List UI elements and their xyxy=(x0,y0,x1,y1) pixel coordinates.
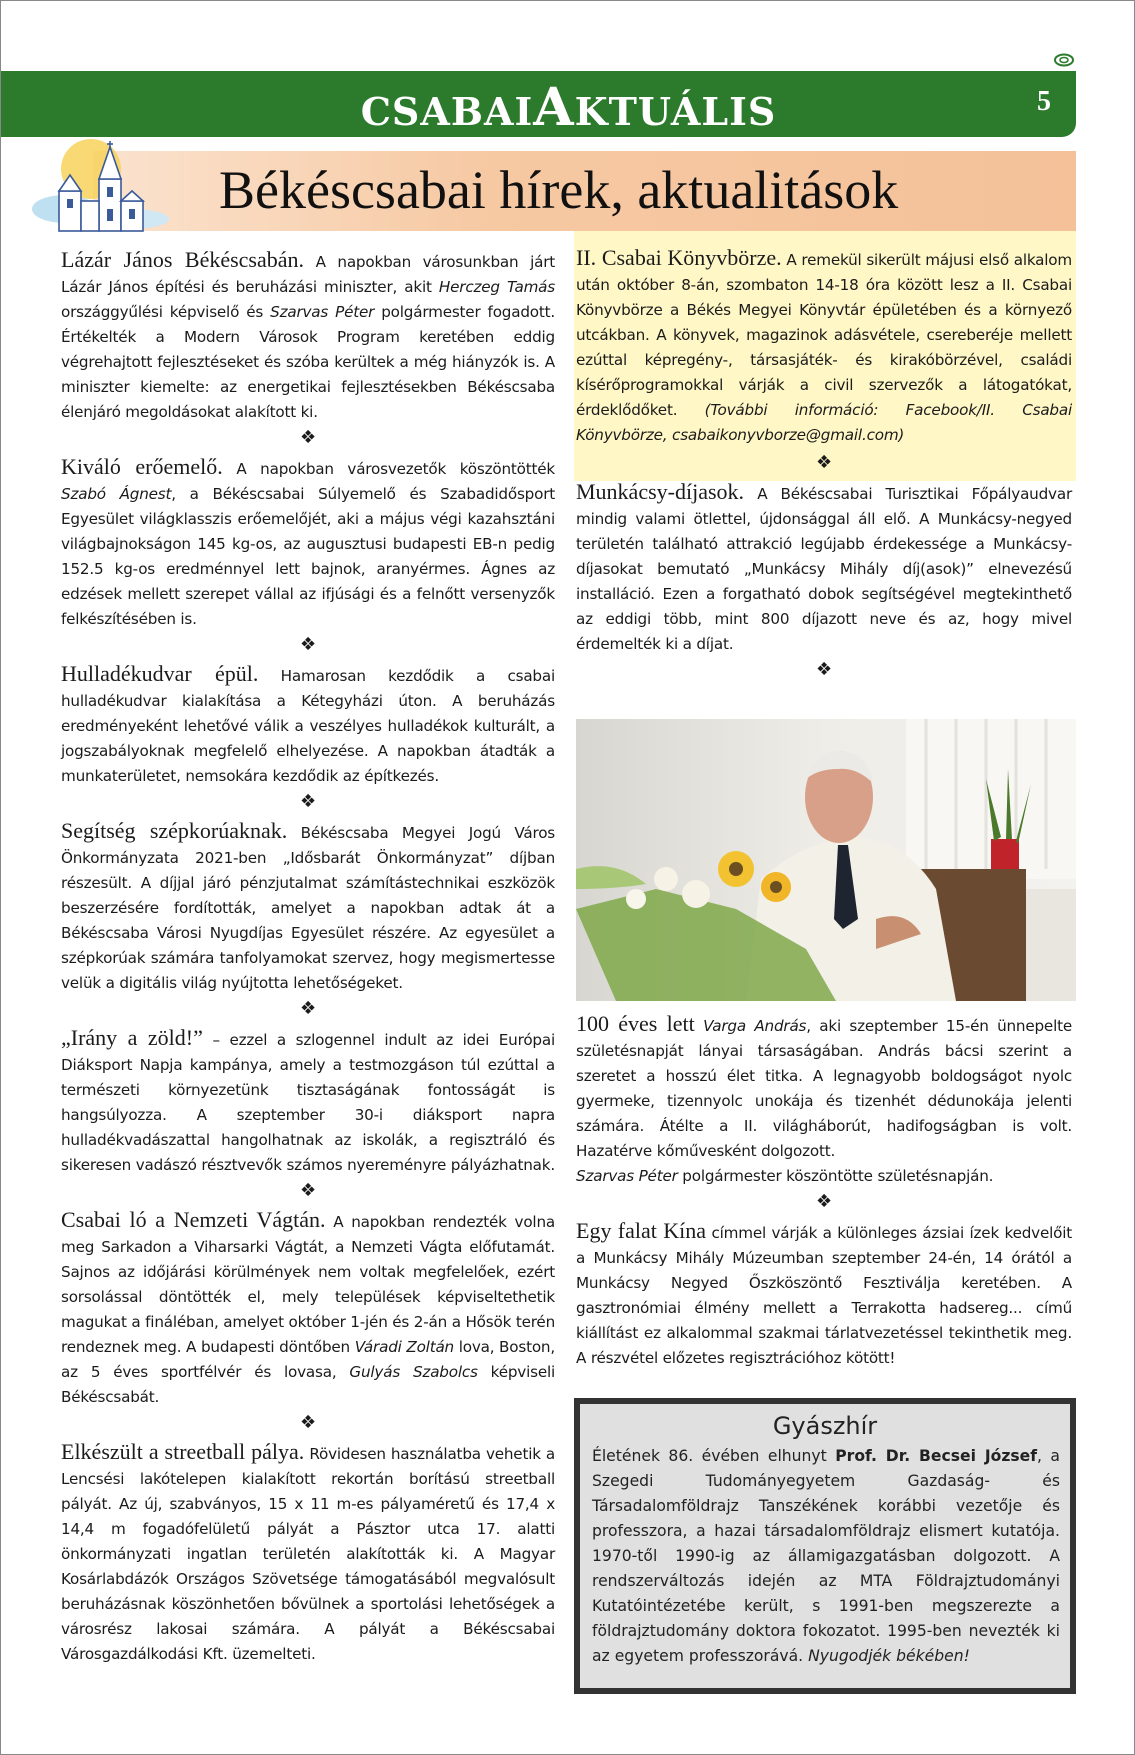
article-eroemelo: Kiváló erőemelő. A napokban városvezetők köszöntötték Szabó Ágnest, a Békéscsabai Súlyemelő és Szabadidősport Egyesület világklasszis erőemelőjét, aki a május végi kazahsztáni világbajnokságon 145 kg-os, az augusztusi budapesti EB-n pedig 152.5 kg-os eredménnyel lett bajnok, aranyérmes. Ágnes az edzések mellett szerepet vállal az ifjúsági és a felnőtt versenyzők felkészítésében is. xyxy=(61,454,556,628)
article-irany-a-zold: „Irány a zöld!” – ezzel a szlogennel indult az idei Európai Diáksport Napja kampánya, amely a testmozgáson túl ezúttal a természeti környezetünk tisztaságának fontosságát is hangsúlyozza. A szeptember 30-i diáksport napra hulladékvadászattal hangolhatnak az iskolák, a regisztráló és sikeresen vadászó résztvevők számos nyereményre pályázhatnak. xyxy=(61,1025,556,1174)
article-heading: Lázár János Békéscsabán. xyxy=(61,247,305,272)
masthead-title: CSABAIAKTUÁLIS xyxy=(360,77,777,138)
article-egy-falat-kina: Egy falat Kína címmel várják a különleges ázsiai ízek kedvelőit a Munkácsy Mihály Múzeumban szeptember 24-én, 14 órától a Munkácsy Negyed Őszköszöntő Fesztiválja keretében. A gasztronómiai élmény mellett a Terrakotta hadsereg... című kiállítást ez alkalommal szakmai tárlatvezetéssel tekinthetik meg. A részvétel előzetes regisztrációhoz kötött! xyxy=(576,1218,1072,1367)
article-heading: Csabai ló a Nemzeti Vágtán. xyxy=(61,1207,326,1232)
article-heading: „Irány a zöld!” xyxy=(61,1025,203,1050)
right-column-bottom xyxy=(576,1011,1072,1371)
separator-ornament-icon: ❖ xyxy=(816,659,832,680)
page-number: 5 xyxy=(1037,86,1051,117)
right-column-top xyxy=(576,245,1072,682)
article-heading: Munkácsy-díjasok. xyxy=(576,479,745,504)
article-heading: 100 éves lett xyxy=(576,1011,695,1036)
article-konyvborze: II. Csabai Könyvbörze. A remekül sikerült májusi első alkalom után október 8-án, szombaton 14-18 óra között lesz a II. Csabai Könyvbörze a Békés Megyei Könyvtár épületében és a környező utcákban. A könyvek, magazinok adásvétele, csereberéje mellett ezúttal képregény-, társasjáték- és kirakóbörzével, családi kísérőprogramokkal várják a civil szervezők a látogatókat, érdeklődőket. (További információ: Facebook/II. Csabai Könyvbörze, csabaikonyvborze@gmail.com) xyxy=(576,245,1072,444)
article-szepkoruak: Segítség szépkorúaknak. Békéscsaba Megyei Jogú Város Önkormányzata 2021-ben „Idősbarát Önkormányzat” díjban részesült. A díjjal járó pénzjutalmat számítástechnikai eszközök beszerzésére fordították, amelyet a napokban adtak át a Békéscsaba Városi Nyugdíjas Egyesület részére. Az egyesület a szépkorúak számára tanfolyamokat szervez, hogy megismertesse velük a digitális világ nyújtotta lehetőségeket. xyxy=(61,818,556,992)
church-logo-icon xyxy=(29,139,179,239)
section-title: Békéscsabai hírek, aktualitások xyxy=(219,160,899,220)
article-nemzeti-vagta: Csabai ló a Nemzeti Vágtán. A napokban rendezték volna meg Sarkadon a Viharsarki Vágtát, a Nemzeti Vágta előfutamát. Sajnos az időjárási körülmények nem voltak megfelelőek, ezért sorsolással döntötték el, mely települések képviseltethetik magukat a fináléban, amelyet október 1-jén és 2-án a Hősök terén rendeznek meg. A budapesti döntőben Váradi Zoltán lova, Boston, az 5 éves sportfélvér és lovasa, Gulyás Szabolcs képviseli Békéscsabát. xyxy=(61,1207,555,1406)
article-streetball: Elkészült a streetball pálya. Rövidesen használatba vehetik a Lencsési lakótelepen kialakított rekortán borítású streetball pályát. Az új, szabványos, 15 x 11 m-es pályaméretű és 17,4 x 14,4 m fogadófelületű pályát a Pásztor utca 17. alatti önkormányzati ingatlan területén alakították ki. A Magyar Kosárlabdázók Országos Szövetsége támogatásából megvalósult beruházásnak köszönhetően bővülnek a sportolási lehetőségek a városrész lakosai számára. A pályát a Békéscsabai Városgazdálkodási Kft. üzemelteti. xyxy=(61,1439,556,1663)
photo-varga-andras xyxy=(576,719,1076,1001)
left-column xyxy=(61,247,555,1667)
article-hulladekudvar: Hulladékudvar épül. Hamarosan kezdődik a csabai hulladékudvar kialakítása a Kétegyházi úton. A beruházás eredményeként lehetővé válik a veszélyes hulladékok kulturált, a jogszabályoknak megfelelő elhelyezése. A napokban átadták a munkaterületet, nemsokára kezdődik az építkezés. xyxy=(61,661,555,785)
obituary-title: Gyászhír xyxy=(772,1412,878,1440)
separator-ornament-icon: ❖ xyxy=(816,1191,832,1212)
article-heading: II. Csabai Könyvbörze. xyxy=(576,245,782,270)
article-heading: Hulladékudvar épül. xyxy=(61,661,259,686)
obituary-box xyxy=(574,1398,1076,1694)
article-heading: Elkészült a streetball pálya. xyxy=(61,1439,305,1464)
separator-ornament-icon: ❖ xyxy=(300,634,316,655)
separator-ornament-icon: ❖ xyxy=(300,791,316,812)
article-heading: Egy falat Kína xyxy=(576,1218,707,1243)
article-heading: Kiváló erőemelő. xyxy=(61,454,223,479)
obituary-text: Életének 86. évében elhunyt Prof. Dr. Becsei József, a Szegedi Tudományegyetem Gazdaság- és Társadalomföldrajz Tanszékének korábbi vezetője és professzora, a hazai társadalomföldrajz elismert kutatója. 1970-től 1990-ig az államigazgatásban dolgozott. A rendszerváltozás idején az MTA Földrajztudományi Kutatóintézetébe került, s 1991-ben megszerezte a földrajztudomány doktora fokozatot. 1995-ben nevezték ki az egyetem professzorává. Nyugodjék békében! xyxy=(592,1447,1060,1665)
article-100-eves: 100 éves lett Varga András, aki szeptember 15-én ünnepelte születésnapját lányai társaságában. András bácsi szerint a szeretet a hosszú élet titka. A legnagyobb boldogságot nyolc gyermeke, tizennyolc unokája és tizenhét dédunokája jelenti számára. Átélte a II. világháborút, hadifogságban is volt. Hazatérve kőművesként dolgozott. Szarvas Péter polgármester köszöntötte születésnapján. xyxy=(576,1011,1072,1185)
separator-ornament-icon: ❖ xyxy=(300,1412,316,1433)
article-heading: Segítség szépkorúaknak. xyxy=(61,818,288,843)
separator-ornament-icon: ❖ xyxy=(300,1180,316,1201)
swirl-ornament-icon xyxy=(1053,53,1075,67)
separator-ornament-icon: ❖ xyxy=(300,427,316,448)
article-lazar: Lázár János Békéscsabán. A napokban városunkban járt Lázár János építési és beruházási miniszter, akit Herczeg Tamás országgyűlési képviselő és Szarvas Péter polgármester fogadott. Értékelték a Modern Városok Program keretében eddig végrehajtott fejlesztéseket és szóba kerültek a még hiányzók is. A miniszter kiemelte: az energetikai fejlesztésekben Békéscsaba élenjáró megoldásokat alakított ki. xyxy=(61,247,555,421)
separator-ornament-icon: ❖ xyxy=(816,452,832,473)
separator-ornament-icon: ❖ xyxy=(300,998,316,1019)
article-munkacsy-dijasok: Munkácsy-díjasok. A Békéscsabai Turisztikai Főpályaudvar mindig valami ötlettel, újdonsággal áll elő. A Munkácsy-negyed területén található attrakció legújabb érdekessége a Munkácsy-díjasokat bemutató „Munkácsy Mihály díj(asok)” elnevezésű installáció. Ezen a forgatható dobok segítségével megtekinthető az eddigi több, mint 800 díjazott neve és az, hogy mivel érdemelték ki a díjat. xyxy=(576,479,1072,653)
